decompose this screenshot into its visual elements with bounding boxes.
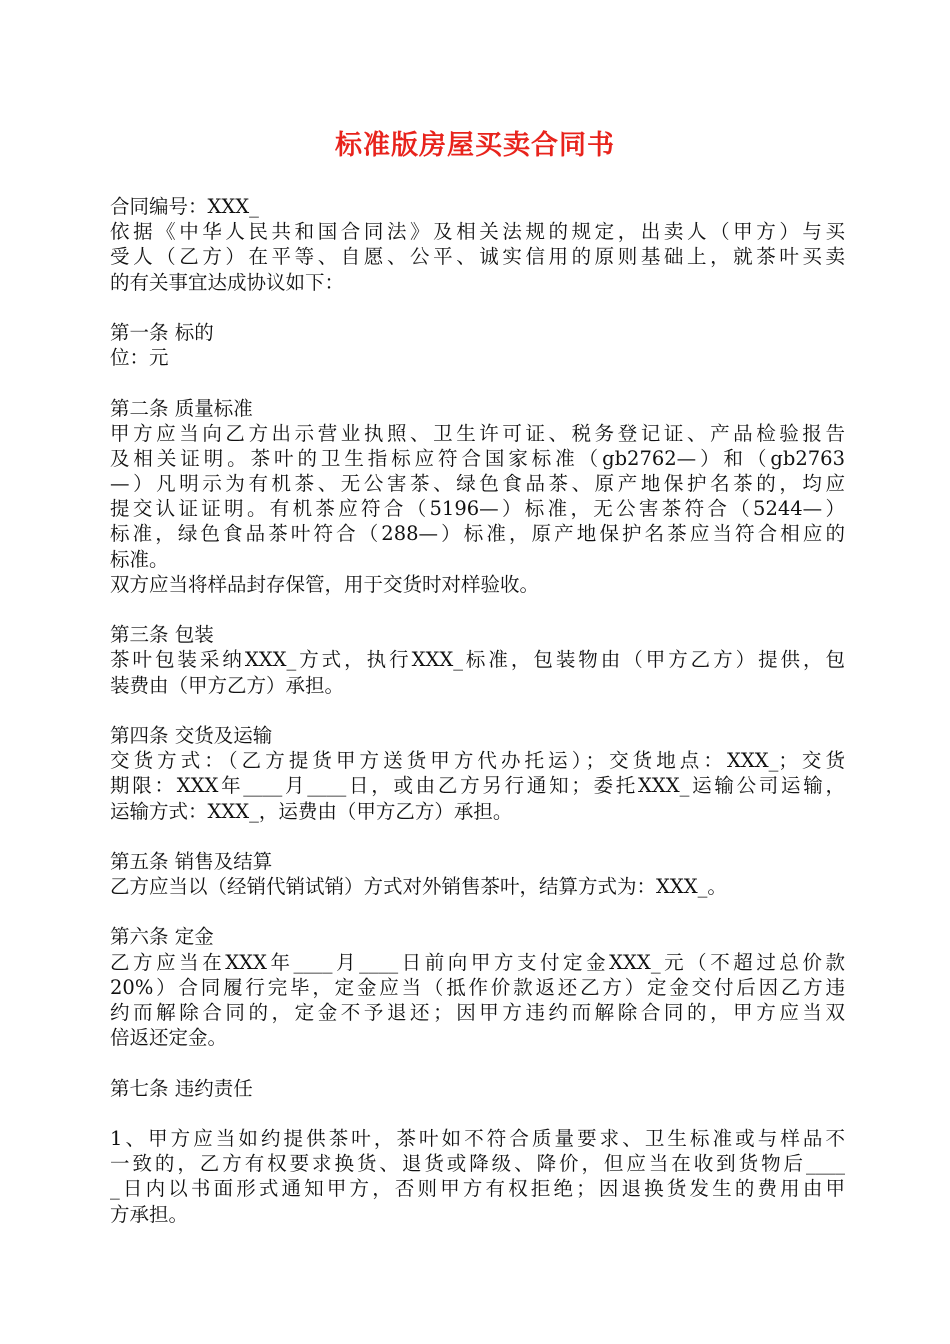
document-line: 双方应当将样品封存保管，用于交货时对样验收。 <box>110 572 540 596</box>
blank-line <box>110 824 845 849</box>
blank-line <box>110 597 845 622</box>
document-line: 乙方应当以（经销代销试销）方式对外销售茶叶，结算方式为：XXX_。 <box>110 875 727 899</box>
blank-line <box>110 899 845 924</box>
document-title: 标准版房屋买卖合同书 <box>335 130 615 161</box>
document-line: 合同编号：XXX_ <box>110 195 259 218</box>
document-body <box>110 194 845 1227</box>
document-line: 提交认证证明。有机茶应符合（5196—）标准，无公害茶符合（5244—） <box>110 497 845 521</box>
document-line: 第五条 销售及结算 <box>110 849 273 873</box>
blank-line <box>110 1101 845 1126</box>
document-line: 第七条 违约责任 <box>110 1076 253 1100</box>
blank-line <box>110 370 845 395</box>
blank-line <box>110 1050 845 1075</box>
document-line: 第二条 质量标准 <box>110 396 253 420</box>
document-line: 约而解除合同的，定金不予退还；因甲方违约而解除合同的，甲方应当双 <box>110 1001 845 1024</box>
document-line: 依据《中华人民共和国合同法》及相关法规的规定，出卖人（甲方）与买 <box>110 220 845 244</box>
document-line: 标准。 <box>110 547 169 571</box>
document-line: 第三条 包装 <box>110 623 214 647</box>
document-line: 一致的，乙方有权要求换货、退货或降级、降价，但应当在收到货物后____ <box>110 1152 845 1176</box>
document-line: 茶叶包装采纳XXX_方式，执行XXX_标准，包装物由（甲方乙方）提供，包 <box>110 648 845 672</box>
document-line: _日内以书面形式通知甲方，否则甲方有权拒绝；因退换货发生的费用由甲 <box>110 1177 845 1201</box>
document-line: 1、甲方应当如约提供茶叶，茶叶如不符合质量要求、卫生标准或与样品不 <box>110 1126 845 1150</box>
document-line: 的有关事宜达成协议如下： <box>110 270 345 294</box>
document-line: 甲方应当向乙方出示营业执照、卫生许可证、税务登记证、产品检验报告 <box>110 421 845 445</box>
document-line: 运输方式：XXX_，运费由（甲方乙方）承担。 <box>110 799 513 823</box>
document-line: 及相关证明。茶叶的卫生指标应符合国家标准（gb2762—）和（gb2763 <box>110 446 845 470</box>
document-line: —）凡明示为有机茶、无公害茶、绿色食品茶、原产地保护名茶的，均应 <box>110 472 845 496</box>
document-line: 第一条 标的 <box>110 320 214 344</box>
document-line: 标准，绿色食品茶叶符合（288—）标准，原产地保护名茶应当符合相应的 <box>110 522 845 546</box>
document-line: 乙方应当在XXX年____月____日前向甲方支付定金XXX_元（不超过总价款 <box>110 950 845 974</box>
document-line: 20%）合同履行完毕，定金应当（抵作价款返还乙方）定金交付后因乙方违 <box>110 975 845 999</box>
document-line: 倍返还定金。 <box>110 1026 228 1050</box>
blank-line <box>110 295 845 320</box>
document-line: 第四条 交货及运输 <box>110 723 273 747</box>
document-line: 位：元 <box>110 346 169 370</box>
document-line: 交货方式：（乙方提货甲方送货甲方代办托运）；交货地点：XXX_；交货 <box>110 749 845 773</box>
document-line: 方承担。 <box>110 1202 189 1226</box>
document-line: 装费由（甲方乙方）承担。 <box>110 673 345 697</box>
blank-line <box>110 698 845 723</box>
document-line: 期限：XXX年____月____日，或由乙方另行通知；委托XXX_运输公司运输， <box>110 774 845 798</box>
document-line: 第六条 定金 <box>110 925 214 949</box>
document-line: 受人（乙方）在平等、自愿、公平、诚实信用的原则基础上，就茶叶买卖 <box>110 245 845 269</box>
